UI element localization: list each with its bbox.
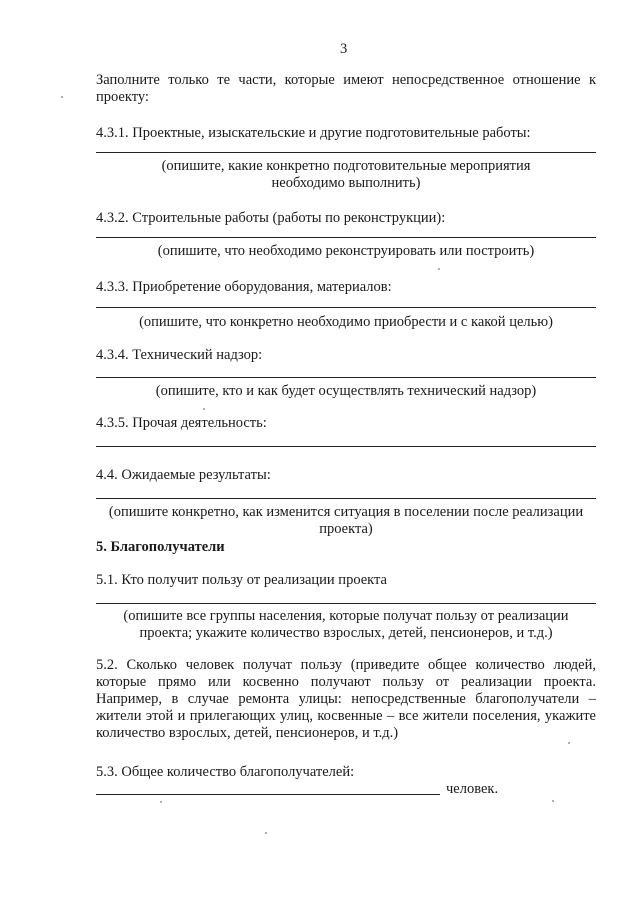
answer-line-4-3-2[interactable] <box>96 237 596 238</box>
section-4-3-4-hint: (опишите, кто и как будет осуществлять технический надзор) <box>155 383 537 399</box>
section-4-3-4-label: 4.3.4. Технический надзор: <box>96 347 263 363</box>
section-4-3-5-label: 4.3.5. Прочая деятельность: <box>96 415 267 431</box>
scan-speck <box>265 832 267 834</box>
section-5-2-text: 5.2. Сколько человек получат пользу (приведите общее количество людей, которые прямо или косвенно получают пользу от реализации проекта. Например, в случае ремонта улицы: непосредственные благополучатели – жители этой и прилегающих улиц, косвенные – все жители поселения, укажите количество взрослых, детей, пенсионеров, и т.д.) <box>96 657 596 741</box>
section-4-4-label: 4.4. Ожидаемые результаты: <box>96 467 271 483</box>
answer-line-5-3[interactable] <box>96 794 440 795</box>
section-5-3-label: 5.3. Общее количество благополучателей: <box>96 764 355 780</box>
page-number: 3 <box>340 41 348 57</box>
intro-text: Заполните только те части, которые имеют непосредственное отношение к проекту: <box>96 72 596 105</box>
answer-line-4-3-1[interactable] <box>96 152 596 153</box>
section-4-4-hint-line1: (опишите конкретно, как изменится ситуация в поселении после реализации <box>108 504 584 520</box>
answer-line-4-3-4[interactable] <box>96 377 596 378</box>
section-5-1-hint-line2: проекта; укажите количество взрослых, детей, пенсионеров, и т.д.) <box>139 625 553 641</box>
scan-speck <box>160 801 162 803</box>
scan-speck <box>438 268 440 270</box>
section-4-3-2-label: 4.3.2. Строительные работы (работы по реконструкции): <box>96 210 446 226</box>
section-4-3-2-hint: (опишите, что необходимо реконструировать или построить) <box>157 243 535 259</box>
scan-speck <box>568 742 570 744</box>
section-4-3-1-label: 4.3.1. Проектные, изыскательские и другие подготовительные работы: <box>96 125 531 141</box>
answer-line-4-3-5[interactable] <box>96 446 596 447</box>
scan-speck <box>61 96 63 98</box>
section-4-3-1-hint-line1: (опишите, какие конкретно подготовительные мероприятия <box>161 158 531 174</box>
answer-line-4-3-3[interactable] <box>96 307 596 308</box>
section-5-1-label: 5.1. Кто получит пользу от реализации проекта <box>96 572 387 588</box>
section-4-3-1-hint-line2: необходимо выполнить) <box>271 175 421 191</box>
section-5-3-unit: человек. <box>446 781 499 797</box>
section-5-1-hint-line1: (опишите все группы населения, которые получат пользу от реализации <box>123 608 569 624</box>
section-4-4-hint-line2: проекта) <box>319 521 373 537</box>
scan-speck <box>203 408 205 410</box>
answer-line-5-1[interactable] <box>96 603 596 604</box>
section-4-3-3-hint: (опишите, что конкретно необходимо приобрести и с какой целью) <box>139 314 553 330</box>
scan-speck <box>552 800 554 802</box>
section-4-3-3-label: 4.3.3. Приобретение оборудования, материалов: <box>96 279 392 295</box>
section-5-heading: 5. Благополучатели <box>96 539 225 555</box>
answer-line-4-4[interactable] <box>96 498 596 499</box>
